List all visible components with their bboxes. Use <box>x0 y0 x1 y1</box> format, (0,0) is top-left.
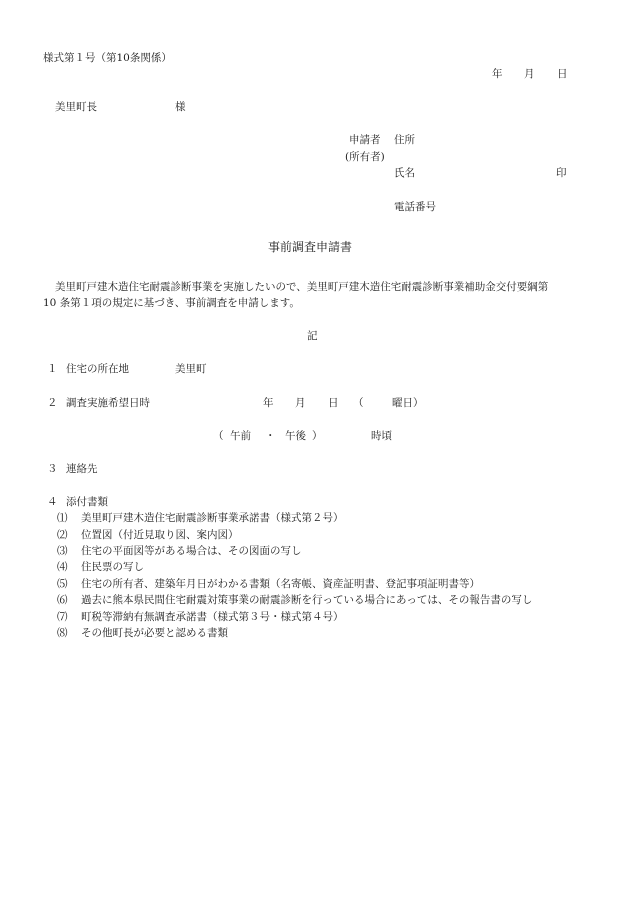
name-label: 氏名 <box>394 167 415 179</box>
form-number: 様式第１号（第10条関係） <box>43 52 172 64</box>
phone-label: 電話番号 <box>394 201 436 213</box>
item-value: 美里町 <box>175 363 207 375</box>
date-year: 年 <box>492 68 503 80</box>
attachment-text: 位置図（付近見取り図、案内図） <box>81 529 239 541</box>
time-label: 時頃 <box>371 430 392 442</box>
item-number: ４ <box>47 496 58 508</box>
attachment-number: ⑶ <box>57 545 68 557</box>
item-label: 連絡先 <box>66 463 98 475</box>
item-label: 添付書類 <box>66 496 108 508</box>
weekday-label: 曜日） <box>392 397 424 409</box>
address-label: 住所 <box>394 134 415 146</box>
item-label: 住宅の所在地 <box>66 363 129 375</box>
applicant-label: 申請者 <box>349 134 381 146</box>
body-line-2: 10 条第１項の規定に基づき、事前調査を申請します。 <box>43 297 300 309</box>
date-day: 日 <box>557 68 568 80</box>
addressee-honorific: 様 <box>175 101 186 113</box>
attachment-text: その他町長が必要と認める書類 <box>81 627 228 639</box>
ampm-close: ） <box>312 430 323 442</box>
seal-mark: 印 <box>556 167 567 179</box>
item-number: ２ <box>47 397 58 409</box>
ki-heading: 記 <box>307 330 318 342</box>
date-month: 月 <box>524 68 535 80</box>
attachment-text: 過去に熊本県民間住宅耐震対策事業の耐震診断を行っている場合にあっては、その報告書の写し <box>81 594 533 606</box>
attachment-text: 住宅の所有者、建築年月日がわかる書類（名寄帳、資産証明書、登記事項証明書等） <box>81 578 480 590</box>
owner-note: (所有者) <box>345 151 385 163</box>
ampm-separator: ・ <box>265 430 276 442</box>
pm-option: 午後 <box>285 430 306 442</box>
attachment-number: ⑴ <box>57 512 68 524</box>
attachment-text: 町税等滞納有無調査承諾書（様式第３号・様式第４号） <box>81 611 344 623</box>
attachment-number: ⑵ <box>57 529 68 541</box>
attachment-text: 住民票の写し <box>81 561 144 573</box>
am-option: 午前 <box>230 430 251 442</box>
document-title: 事前調査申請書 <box>268 240 353 254</box>
item-number: １ <box>47 363 58 375</box>
attachment-number: ⑸ <box>57 578 68 590</box>
visit-day: 日 <box>328 397 339 409</box>
attachment-number: ⑻ <box>57 627 68 639</box>
visit-month: 月 <box>295 397 306 409</box>
body-line-1: 美里町戸建木造住宅耐震診断事業を実施したいので、美里町戸建木造住宅耐震診断事業補助金交付要綱第 <box>55 281 549 293</box>
ampm-open: （ <box>213 430 224 442</box>
item-number: ３ <box>47 463 58 475</box>
item-label: 調査実施希望日時 <box>66 397 150 409</box>
attachment-number: ⑺ <box>57 611 68 623</box>
attachment-text: 美里町戸建木造住宅耐震診断事業承諾書（様式第２号） <box>81 512 344 524</box>
addressee-name: 美里町長 <box>55 101 97 113</box>
attachment-text: 住宅の平面図等がある場合は、その図面の写し <box>81 545 302 557</box>
attachment-number: ⑹ <box>57 594 68 606</box>
visit-year: 年 <box>263 397 274 409</box>
attachment-number: ⑷ <box>57 561 68 573</box>
weekday-open: （ <box>353 397 364 409</box>
